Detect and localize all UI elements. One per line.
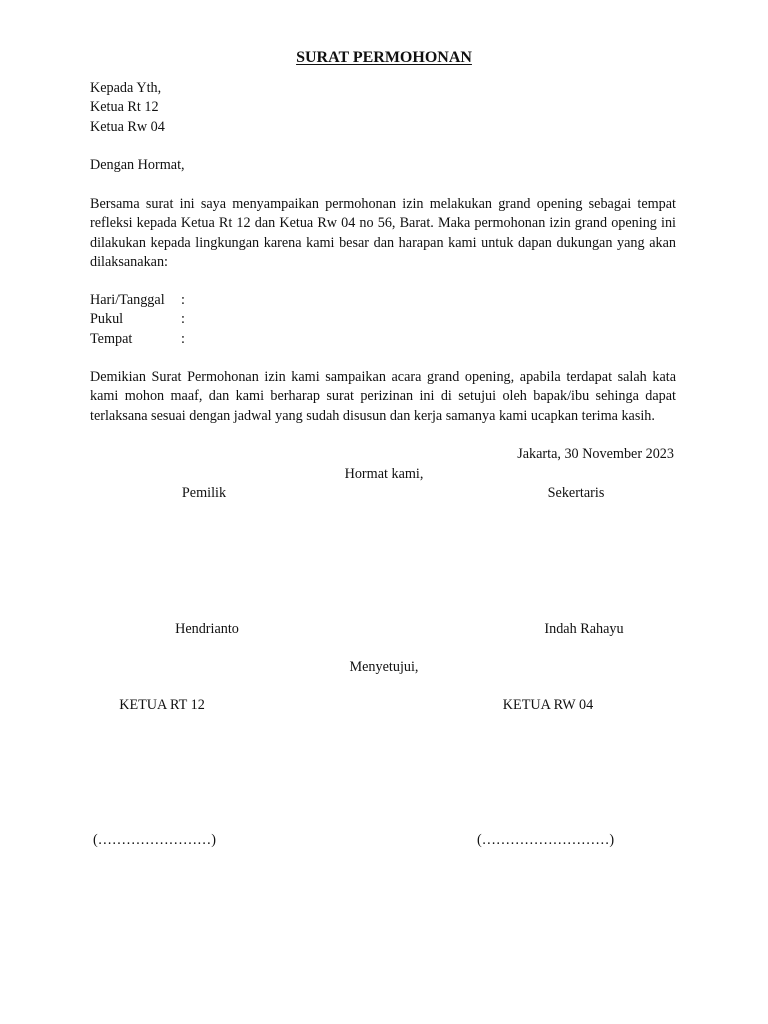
approver-role-left: KETUA RT 12 — [119, 697, 205, 713]
signature-blank-right: (………………………) — [477, 832, 615, 848]
detail-row-place — [90, 330, 676, 349]
detail-separator: : — [181, 330, 185, 347]
signer-name-left: Hendrianto — [175, 621, 239, 637]
detail-separator: : — [181, 292, 185, 308]
detail-row-date — [90, 291, 676, 310]
letter-title — [0, 48, 768, 68]
approval-label: Menyetujui, — [349, 659, 419, 675]
recipient-line-1: Kepada Yth, — [90, 80, 162, 96]
regards-text: Hormat kami, — [344, 466, 424, 482]
letter-title-text: SURAT PERMOHONAN — [296, 49, 472, 66]
signer-role-left: Pemilik — [181, 485, 227, 501]
signature-blank-left: (……………………) — [93, 832, 216, 848]
signer-name-right: Indah Rahayu — [544, 621, 624, 637]
signer-role-right: Sekertaris — [547, 485, 605, 501]
closing-paragraph: Demikian Surat Permohonan izin kami sampaikan acara grand opening, apabila terdapat salah kata kami mohon maaf, dan kami berharap surat perizinan ini di setujui oleh bapak/ibu sehinga dapat terlaksana sesuai dengan jadwal yang sudah disusun dan kerja samanya kami ucapkan terima kasih. — [90, 369, 676, 424]
recipient-line-3: Ketua Rw 04 — [90, 118, 165, 135]
recipient-block — [90, 79, 676, 137]
greeting: Dengan Hormat, — [90, 157, 185, 173]
detail-separator: : — [181, 311, 185, 328]
place-date: Jakarta, 30 November 2023 — [517, 446, 674, 462]
detail-label: Tempat — [90, 330, 133, 347]
detail-label: Pukul — [90, 311, 124, 328]
detail-row-time — [90, 310, 676, 329]
detail-label: Hari/Tanggal — [90, 292, 165, 308]
approver-role-right: KETUA RW 04 — [502, 697, 594, 713]
body-paragraph: Bersama surat ini saya menyampaikan permohonan izin melakukan grand opening sebagai tempat refleksi kepada Ketua Rt 12 dan Ketua Rw 04 no 56, Barat. Maka permohonan izin grand opening ini dilakukan kepada lingkungan karena kami besar dan harapan kami untuk dapan dukungan yang akan dilaksanakan: — [90, 196, 676, 270]
details-list — [90, 291, 676, 349]
recipient-line-2: Ketua Rt 12 — [90, 99, 159, 116]
